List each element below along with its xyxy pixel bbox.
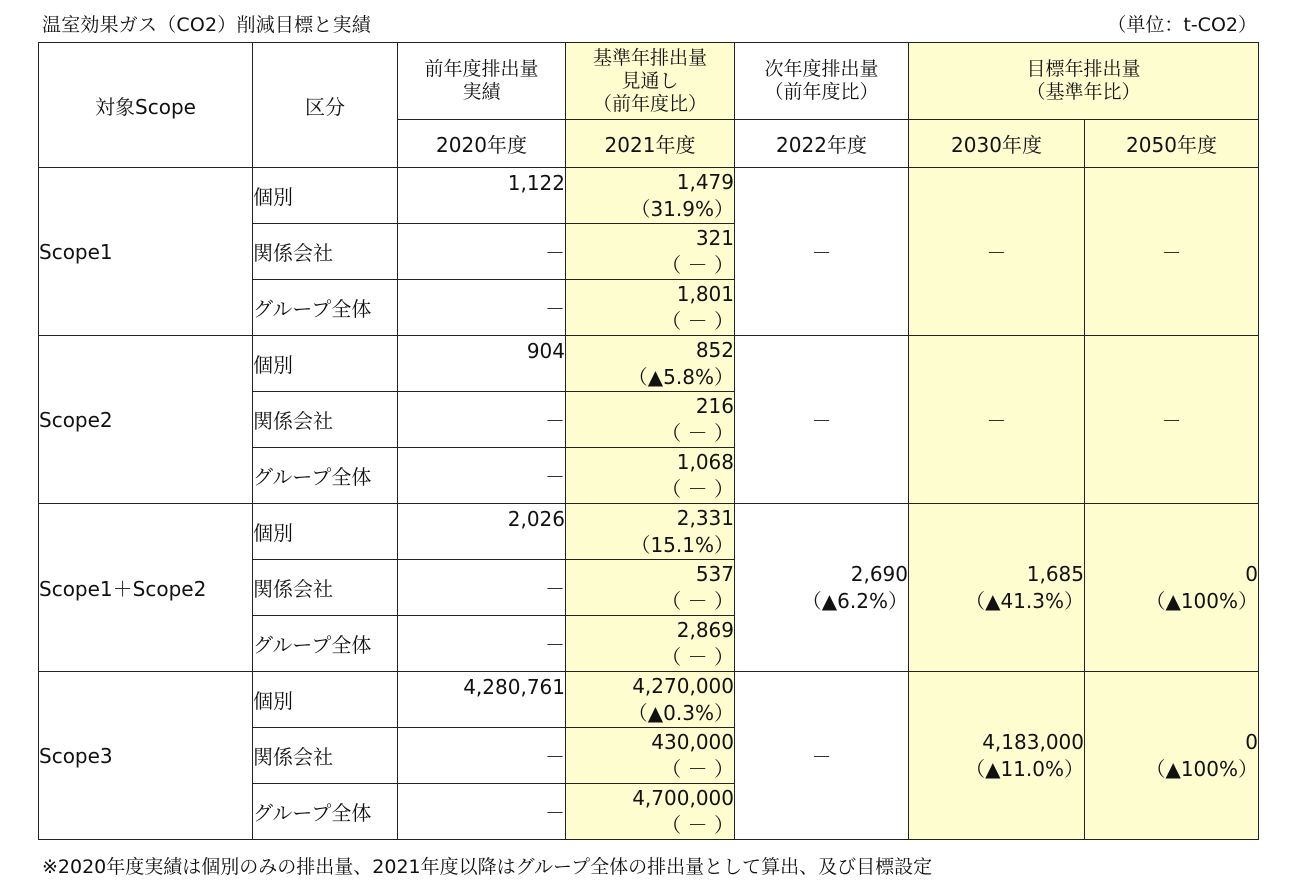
value-2020: － xyxy=(398,560,566,616)
value-2030: － xyxy=(909,336,1085,504)
value-2021-amount: 2,869 xyxy=(676,617,734,642)
scope-label: Scope3 xyxy=(39,672,253,840)
value-2050: － xyxy=(1085,168,1259,336)
value-2021-amount: 4,700,000 xyxy=(632,785,734,810)
value-2030 xyxy=(909,504,1085,672)
emissions-table xyxy=(38,42,1259,840)
value-2021-amount: 321 xyxy=(695,225,734,250)
value-2020: 4,280,761 xyxy=(398,672,566,728)
kubun-label: グループ全体 xyxy=(253,448,398,504)
value-2021-ratio: （31.9%） xyxy=(630,196,734,221)
kubun-label: 関係会社 xyxy=(253,728,398,784)
value-2021-amount: 1,068 xyxy=(676,449,734,474)
kubun-label: 個別 xyxy=(253,504,398,560)
value-2030-ratio: （▲41.3%） xyxy=(965,588,1084,613)
value-2021 xyxy=(566,504,735,560)
value-2021-ratio: （ － ） xyxy=(661,812,734,837)
value-2022 xyxy=(735,504,909,672)
table-row xyxy=(39,168,1259,224)
table-row xyxy=(39,672,1259,728)
footnote: ※2020年度実績は個別のみの排出量、2021年度以降はグループ全体の排出量として算出、及び目標設定 xyxy=(42,856,933,878)
value-2021-ratio: （ － ） xyxy=(661,644,734,669)
kubun-label: 関係会社 xyxy=(253,392,398,448)
scope-label: Scope1 xyxy=(39,168,253,336)
value-2020: － xyxy=(398,224,566,280)
kubun-label: グループ全体 xyxy=(253,616,398,672)
value-2020: 904 xyxy=(398,336,566,392)
value-2050 xyxy=(1085,672,1259,840)
value-2021-ratio: （ － ） xyxy=(661,588,734,613)
value-2022: － xyxy=(735,336,909,504)
header-prev-actual: 前年度排出量 実績 xyxy=(398,43,566,120)
value-2021-amount: 852 xyxy=(695,337,734,362)
value-2030-amount: 4,183,000 xyxy=(982,729,1084,754)
value-2050 xyxy=(1085,504,1259,672)
value-2050-ratio: （▲100%） xyxy=(1145,756,1259,781)
year-2050: 2050年度 xyxy=(1085,120,1259,168)
value-2020: － xyxy=(398,448,566,504)
year-2020: 2020年度 xyxy=(398,120,566,168)
value-2021-amount: 1,801 xyxy=(676,281,734,306)
value-2050-ratio: （▲100%） xyxy=(1145,588,1259,613)
value-2021 xyxy=(566,280,735,336)
value-2021-ratio: （ － ） xyxy=(661,252,734,277)
value-2021 xyxy=(566,560,735,616)
value-2021-ratio: （ － ） xyxy=(661,476,734,501)
value-2020: － xyxy=(398,280,566,336)
value-2021-amount: 2,331 xyxy=(676,505,734,530)
year-2030: 2030年度 xyxy=(909,120,1085,168)
value-2022: － xyxy=(735,168,909,336)
scope-label: Scope1＋Scope2 xyxy=(39,504,253,672)
value-2021-amount: 216 xyxy=(695,393,734,418)
header-next-year: 次年度排出量 （前年度比） xyxy=(735,43,909,120)
table-row xyxy=(39,504,1259,560)
kubun-label: 個別 xyxy=(253,672,398,728)
value-2021 xyxy=(566,616,735,672)
value-2021 xyxy=(566,448,735,504)
year-2022: 2022年度 xyxy=(735,120,909,168)
header-target: 目標年排出量 （基準年比） xyxy=(909,43,1259,120)
value-2021 xyxy=(566,224,735,280)
value-2020: － xyxy=(398,616,566,672)
kubun-label: グループ全体 xyxy=(253,280,398,336)
value-2021 xyxy=(566,784,735,840)
value-2022-amount: 2,690 xyxy=(850,561,908,586)
value-2021 xyxy=(566,168,735,224)
kubun-label: 個別 xyxy=(253,336,398,392)
value-2020: － xyxy=(398,728,566,784)
value-2020: － xyxy=(398,784,566,840)
value-2030-amount: 1,685 xyxy=(1026,561,1084,586)
scope-label: Scope2 xyxy=(39,336,253,504)
value-2050: － xyxy=(1085,336,1259,504)
kubun-label: 関係会社 xyxy=(253,560,398,616)
value-2021-ratio: （ － ） xyxy=(661,308,734,333)
value-2030 xyxy=(909,672,1085,840)
value-2021 xyxy=(566,672,735,728)
value-2021 xyxy=(566,336,735,392)
year-2021: 2021年度 xyxy=(566,120,735,168)
kubun-label: 個別 xyxy=(253,168,398,224)
value-2020: － xyxy=(398,392,566,448)
kubun-label: 関係会社 xyxy=(253,224,398,280)
value-2021-ratio: （15.1%） xyxy=(630,532,734,557)
value-2030: － xyxy=(909,168,1085,336)
value-2021-amount: 537 xyxy=(695,561,734,586)
header-base-forecast: 基準年排出量 見通し （前年度比） xyxy=(566,43,735,120)
value-2020: 1,122 xyxy=(398,168,566,224)
table-title: 温室効果ガス（CO2）削減目標と実績 xyxy=(42,14,371,36)
header-scope: 対象Scope xyxy=(39,43,253,168)
value-2021-ratio: （▲0.3%） xyxy=(627,700,734,725)
value-2050-amount: 0 xyxy=(1245,561,1259,586)
header-kubun: 区分 xyxy=(253,43,398,168)
value-2021-amount: 4,270,000 xyxy=(632,673,734,698)
value-2020: 2,026 xyxy=(398,504,566,560)
value-2021 xyxy=(566,392,735,448)
value-2050-amount: 0 xyxy=(1245,729,1259,754)
value-2021-amount: 430,000 xyxy=(651,729,734,754)
kubun-label: グループ全体 xyxy=(253,784,398,840)
value-2022: － xyxy=(735,672,909,840)
value-2022-ratio: （▲6.2%） xyxy=(801,588,908,613)
value-2021 xyxy=(566,728,735,784)
value-2021-amount: 1,479 xyxy=(676,169,734,194)
table-row xyxy=(39,336,1259,392)
value-2021-ratio: （ － ） xyxy=(661,756,734,781)
value-2021-ratio: （ － ） xyxy=(661,420,734,445)
unit-label: （単位：t-CO2） xyxy=(1107,14,1257,36)
value-2021-ratio: （▲5.8%） xyxy=(627,364,734,389)
value-2030-ratio: （▲11.0%） xyxy=(965,756,1084,781)
